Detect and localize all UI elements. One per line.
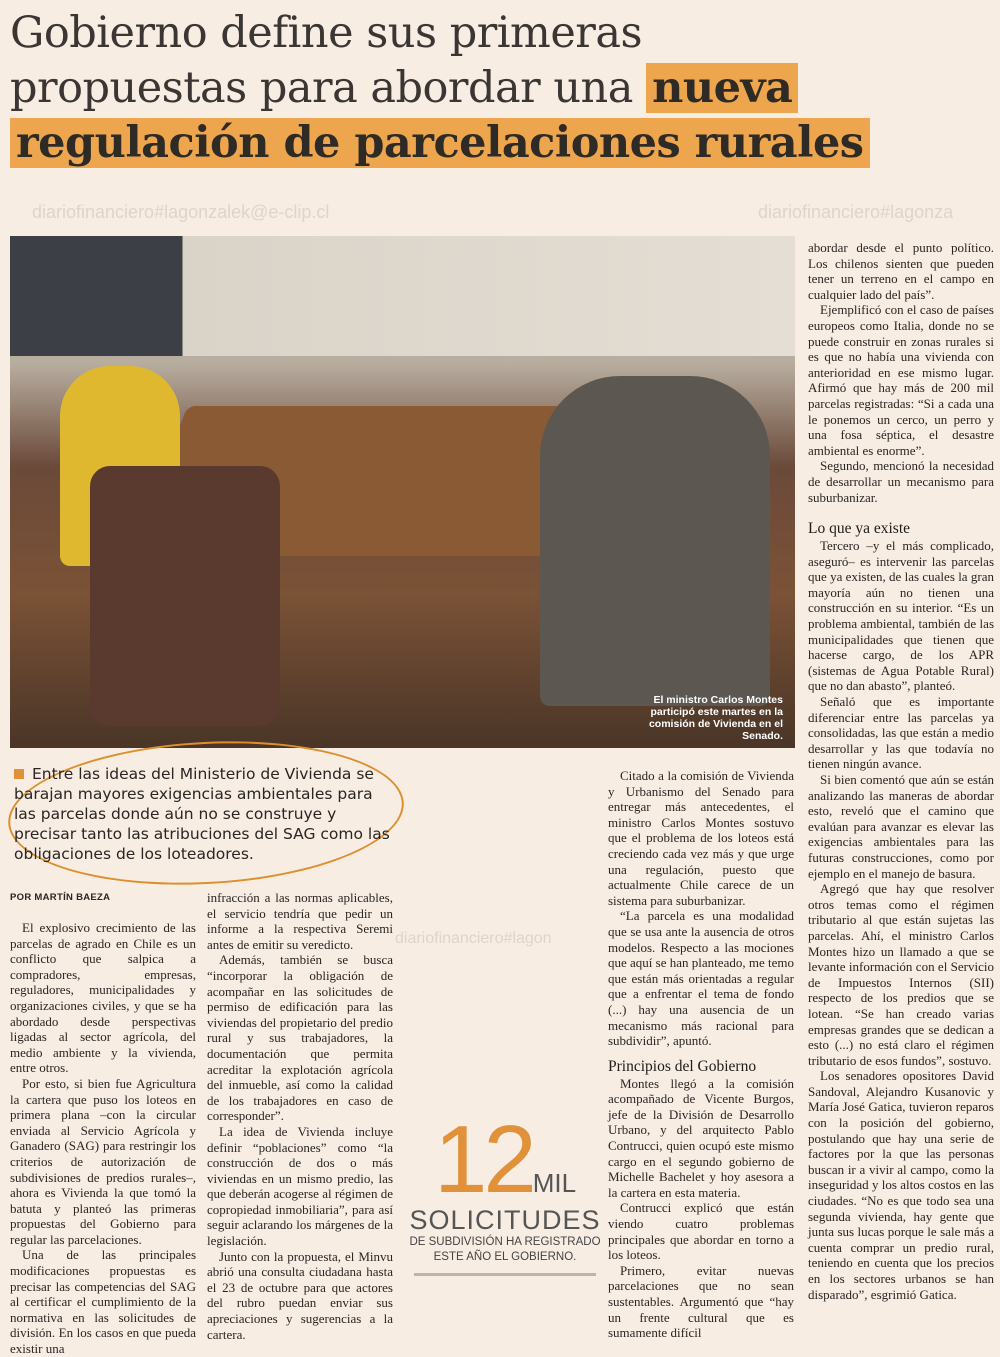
paragraph: Ejemplificó con el caso de países europeos como Italia, donde no se puede construir en zonas rurales si es que no había una vivienda con anterioridad en ese mismo lugar. Afirmó que hay más de 200 mil parcelas registradas: “Si a cada una le ponemos un cerco, un perro y una fosa séptica, el desastre ambiental es enorme”. bbox=[808, 302, 994, 458]
paragraph: infracción a las normas aplicables, el servicio tendría que pedir un informe a la respectiva Seremi antes de emitir su veredicto. bbox=[207, 890, 393, 952]
paragraph: “La parcela es una modalidad que se usa ante la ausencia de otros modelos. Respecto a las mociones que aquí se han planteado, me temo que están más orientadas a regular que a enfrentar el tema de fondo (...) hay una ausencia de un mecanismo más racional para subdividir”, apuntó. bbox=[608, 908, 794, 1049]
paragraph: Junto con la propuesta, el Minvu abrió una consulta ciudadana hasta el 23 de octubre para que actores del rubro puedan enviar sus apreciaciones y sugerencias a la cartera. bbox=[207, 1248, 393, 1342]
column-2 bbox=[207, 890, 393, 1342]
paragraph: Si bien comentó que aún se están analizando las maneras de abordar esto, reveló que el camino que evalúan para avanzar es elevar las exigencias ambientales para las futuras construcciones, como por ejemplo en el manejo de basura. bbox=[808, 772, 994, 881]
paragraph: Segundo, mencionó la necesidad de desarrollar un mecanismo para suburbanizar. bbox=[808, 458, 994, 505]
photo-wall bbox=[10, 236, 795, 356]
stat-box bbox=[408, 1106, 602, 1276]
headline-line-1: Gobierno define sus primeras bbox=[10, 8, 643, 58]
stat-unit: MIL bbox=[532, 1168, 577, 1198]
stat-number: 12 bbox=[433, 1106, 533, 1213]
photo-caption: El ministro Carlos Montes participó este martes en la comisión de Vivienda en el Senado. bbox=[648, 694, 783, 742]
subheading: Lo que ya existe bbox=[808, 520, 911, 538]
photo-chair bbox=[90, 466, 280, 726]
stat-subtext: DE SUBDIVISIÓN HA REGISTRADO bbox=[409, 1236, 601, 1248]
stat-subtext: ESTE AÑO EL GOBIERNO. bbox=[433, 1251, 577, 1263]
byline: POR MARTÍN BAEZA bbox=[10, 892, 111, 903]
headline-highlight: nueva bbox=[646, 63, 798, 113]
divider bbox=[414, 1273, 596, 1276]
paragraph: abordar desde el punto político. Los chilenos sienten que pueden tener un terreno en el campo en cualquier lado del país”. bbox=[808, 240, 994, 302]
stat-label: SOLICITUDES bbox=[409, 1205, 601, 1235]
square-bullet-icon bbox=[14, 769, 24, 779]
paragraph: Además, también se busca “incorporar la obligación de acompañar en las solicitudes de permiso de edificación para las viviendas del propietario del predio rural y sus trabajadores, la documentación que permita acreditar la explotación agrícola del inmueble, así como la calidad de los trabajadores en caso de corresponder”. bbox=[207, 952, 393, 1124]
paragraph: Contrucci explicó que están viendo cuatro problemas principales que abordar en torno a los loteos. bbox=[608, 1200, 794, 1263]
watermark: diariofinanciero#lagon bbox=[395, 930, 552, 947]
paragraph: Tercero –y el más complicado, aseguró– es intervenir las parcelas que ya existen, de las cuales la gran mayoría aún no tienen una construcción en su interior. “Es un problema ambiental, también de las municipalidades que tienen que hacerse cargo, de los APR (sistemas de Agua Potable Rural) que no dan abasto”, planteó. bbox=[808, 538, 994, 694]
paragraph: Montes llegó a la comisión acompañado de Vicente Burgos, jefe de la División de Desarrollo Urbano, y del arquitecto Pablo Contrucci, quien ocupó este mismo cargo en el segundo gobierno de Michelle Bachelet y hoy asesora a la cartera en esta materia. bbox=[608, 1075, 794, 1200]
paragraph: La idea de Vivienda incluye definir “poblaciones” como “la construcción de dos o más viviendas en un mismo predio, las que deberán acogerse al régimen de copropiedad inmobiliaria”, para así seguir aclarando los márgenes de la legislación. bbox=[207, 1123, 393, 1249]
paragraph: Los senadores opositores David Sandoval, Alejandro Kusanovic y María José Gatica, tuvieron reparos con la posición del gobierno, postulando que hay una serie de factores por la que las personas buscan ir a vivir al campo, como la inseguridad y los altos costos en las ciudades. “No es que todo sea una segunda vivienda, hay gente que junta sus lucas porque le sale más a cuenta comprar un predio rural, teniendo en cuenta que los precios en los sectores urbanos se han disparado”, esgrimió Gatica. bbox=[808, 1068, 994, 1302]
headline-highlight: regulación de parcelaciones rurales bbox=[10, 118, 870, 168]
paragraph: El explosivo crecimiento de las parcelas de agrado en Chile es un conflicto que salpica a compradores, empresas, reguladores, municipalidades y organizaciones civiles, y que se ha abordado desde perspectivas ligadas al sector agrícola, del medio ambiente y la vivienda, entre otros. bbox=[10, 920, 196, 1076]
headline bbox=[10, 6, 990, 171]
column-3 bbox=[608, 768, 794, 1341]
headline-line-3 bbox=[10, 116, 990, 171]
paragraph: Por esto, si bien fue Agricultura la cartera que puso los loteos en primera plana –con la circular enviada al Servicio Agrícola y Ganadero (SAG) para restringir los criterios de autorización de subdivisiones de predios rurales–, ahora es Vivienda la que tomó la batuta y planteó las primeras propuestas del Gobierno para regular las parcelaciones. bbox=[10, 1075, 196, 1247]
column-1 bbox=[10, 920, 196, 1357]
watermark: diariofinanciero#lagonzalek@e-clip.cl bbox=[32, 202, 330, 222]
deck bbox=[14, 764, 394, 864]
paragraph: Agregó que hay que resolver otros temas como el régimen tributario al que están sujetas las parcelas. Ahí, el ministro Carlos Montes hizo un llamado a que se levante información con el Servicio de Impuestos Internos (SII) respecto de los predios que se lotean. “Se han creado varias empresas grandes que se dedican a esto (...) no está claro el régimen tributario de esos fundos”, sostuvo. bbox=[808, 881, 994, 1068]
paragraph: Una de las principales modificaciones propuestas es precisar las competencias del SAG al certificar el cumplimiento de la normativa en las solicitudes de división. En los casos en que pueda existir una bbox=[10, 1247, 196, 1357]
news-photo bbox=[10, 236, 795, 748]
headline-line-2 bbox=[10, 61, 990, 116]
subheading: Principios del Gobierno bbox=[608, 1057, 757, 1075]
paragraph: Citado a la comisión de Vivienda y Urbanismo del Senado para entregar más antecedentes, el ministro Carlos Montes sostuvo que el problema de los loteos está creciendo cada vez más y que urge una regulación, puesto que actualmente Chile carece de un sistema para suburbanizar. bbox=[608, 768, 794, 908]
paragraph: Señaló que es importante diferenciar entre las parcelas ya consolidadas, las que están a medio desarrollar y las que todavía no tienen ningún avance. bbox=[808, 694, 994, 772]
paragraph: Primero, evitar nuevas parcelaciones que no sean sustentables. Argumentó que “hay un frente cultural que es sumamente difícil bbox=[608, 1262, 794, 1341]
headline-line-2-text: propuestas para abordar una bbox=[10, 63, 633, 113]
column-4 bbox=[808, 240, 994, 1302]
photo-person bbox=[540, 376, 770, 706]
watermark: diariofinanciero#lagonza bbox=[758, 202, 954, 222]
deck-text: Entre las ideas del Ministerio de Vivienda se barajan mayores exigencias ambientales para las parcelas donde aún no se construye y precisar tanto las atribuciones del SAG como las obligaciones de los loteadores. bbox=[14, 765, 390, 863]
